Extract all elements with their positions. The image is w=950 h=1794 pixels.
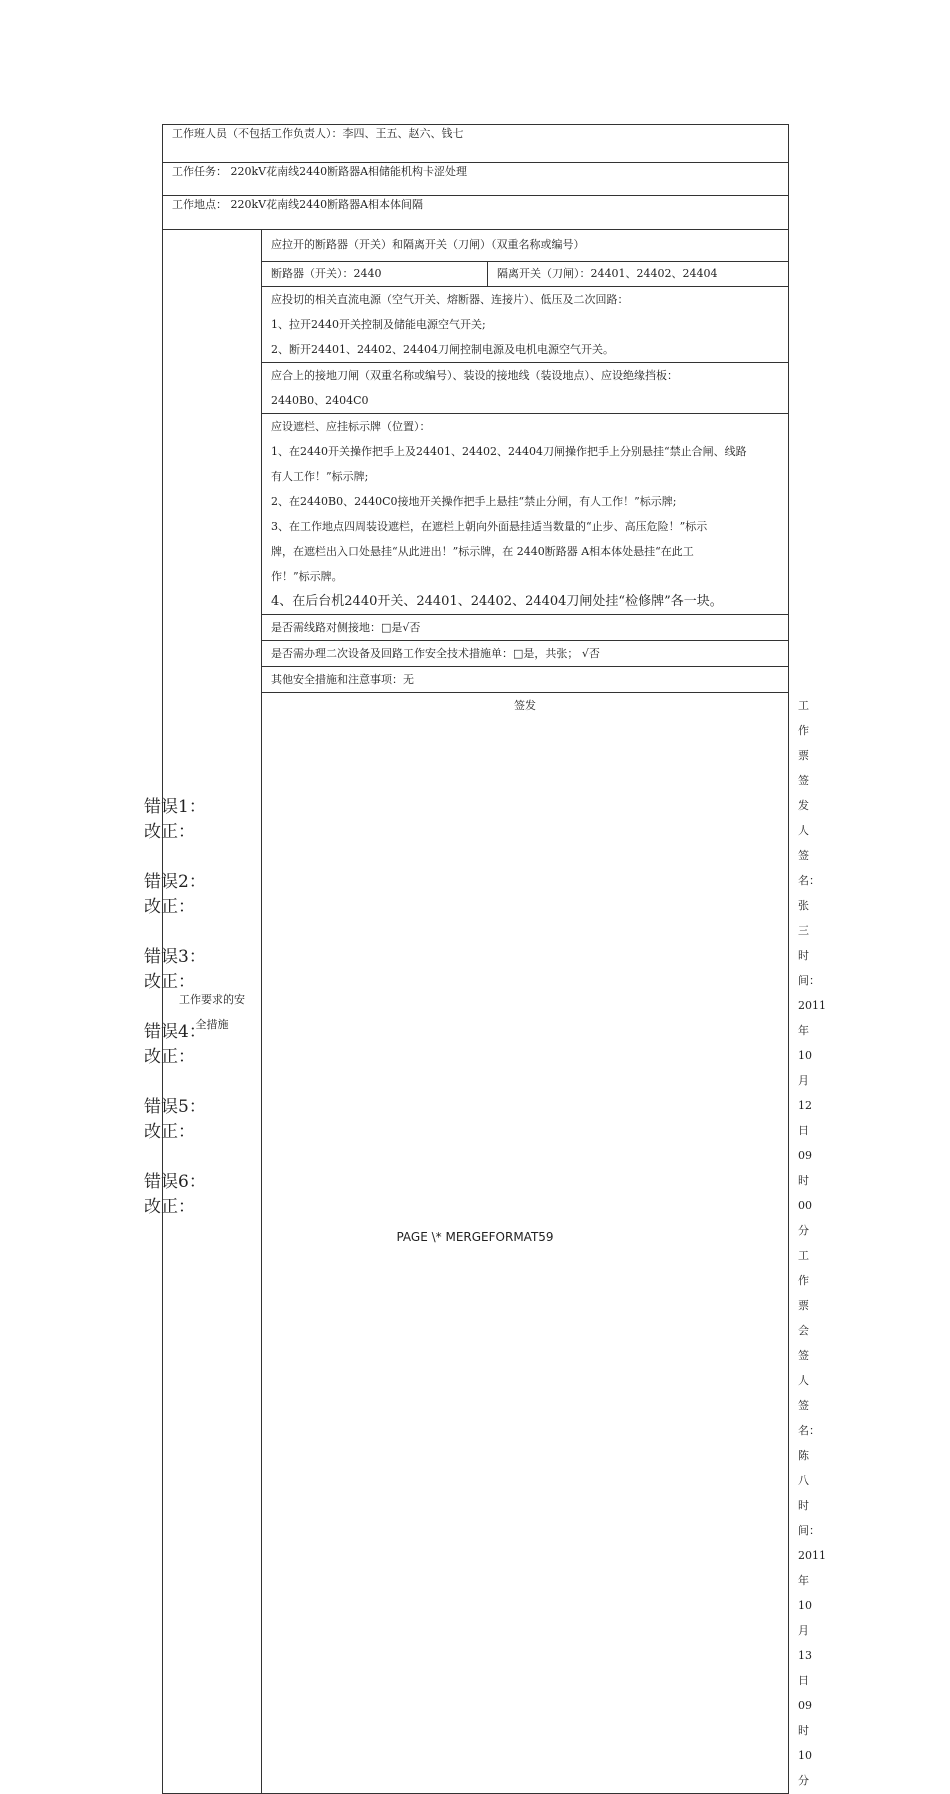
error-label-1: 错误1： — [144, 797, 206, 817]
answer-group-2 — [144, 870, 206, 920]
other-cell: 其他安全措施和注意事项：无 — [262, 667, 789, 693]
work-ticket-table — [162, 124, 826, 1794]
error-label-5: 错误5： — [144, 1097, 206, 1117]
fence-header: 应设遮栏、应挂标示牌（位置）： — [271, 420, 431, 433]
breakers-header-row — [163, 230, 789, 262]
error-label-3: 错误3： — [144, 947, 206, 967]
answer-group-1 — [144, 795, 206, 845]
error-label-2: 错误2： — [144, 872, 206, 892]
location-row — [163, 196, 789, 230]
fence-item-line-2: 有人工作！”标示牌; — [271, 470, 369, 483]
crew-cell: 工作班人员（不包括工作负责人）：李四、王五、赵六、钱七 — [163, 125, 789, 163]
answer-group-4 — [144, 1020, 206, 1070]
answer-section — [144, 795, 206, 1245]
fix-label-4: 改正： — [144, 1047, 195, 1067]
dc-cell — [262, 287, 789, 363]
fix-label-6: 改正： — [144, 1197, 195, 1217]
fix-label-1: 改正： — [144, 822, 195, 842]
page-footer: PAGE \* MERGEFORMAT59 — [396, 1230, 554, 1244]
dc-header: 应投切的相关直流电源（空气开关、熔断器、连接片）、低压及二次回路： — [271, 293, 629, 306]
sign-label: 签发 — [262, 693, 789, 1794]
breaker-value: 断路器（开关）：2440 — [262, 262, 488, 286]
ground-header: 应合上的接地刀闸（双重名称或编号）、装设的接地线（装设地点）、应设绝缘挡板： — [271, 369, 678, 382]
ground-cell — [262, 363, 789, 414]
ground-value: 2440B0、2404C0 — [271, 394, 369, 407]
dc-item-2: 2、断开24401、24402、24404刀闸控制电源及电机电源空气开关。 — [271, 343, 614, 356]
safety-label-line1: 工作要求的安 — [179, 992, 245, 1006]
fence-item-line-1: 1、在2440开关操作把手上及24401、24402、24404刀闸操作把手上分别悬挂“禁止合闸、线路 — [271, 445, 747, 458]
breakers-header: 应拉开的断路器（开关）和隔离开关（刀闸）（双重名称或编号） — [262, 230, 789, 262]
fix-label-5: 改正： — [144, 1122, 195, 1142]
secondary-cell: 是否需办理二次设备及回路工作安全技术措施单：□是，共张； √否 — [262, 641, 789, 667]
sign-row: 签发 工作票签发人签名：张三时间：2011 年 10 月 12日 09 时 00 分 工作票会签人签名：陈八时间：2011 年 10 月 13 日 09 时 10 分 — [163, 693, 789, 1794]
error-label-4: 错误4： — [144, 1022, 206, 1042]
dc-item-1: 1、拉开2440开关控制及储能电源空气开关; — [271, 318, 486, 331]
fence-item-4: 4、在后台机2440开关、24401、24402、24404刀闸处挂“检修牌”各一块。 — [271, 594, 723, 609]
safety-label-line2: 全措施 — [195, 1017, 229, 1031]
location-cell: 工作地点： 220kV花南线2440断路器A相本体间隔 — [163, 196, 789, 230]
breaker-split-cell — [262, 262, 789, 287]
crew-row — [163, 125, 789, 163]
answer-group-6 — [144, 1170, 206, 1220]
isolator-value: 隔离开关（刀闸）：24401、24402、24404 — [497, 267, 718, 280]
task-row — [163, 163, 789, 196]
fence-item-line-4: 3、在工作地点四周装设遮栏，在遮栏上朝向外面悬挂适当数量的“止步、高压危险！”标示 — [271, 520, 708, 533]
answer-group-5 — [144, 1095, 206, 1145]
task-cell: 工作任务： 220kV花南线2440断路器A相储能机构卡涩处理 — [163, 163, 789, 196]
fence-item-line-5: 牌，在遮栏出入口处悬挂“从此进出！”标示牌，在 2440断路器 A相本体处悬挂“在此工 — [271, 545, 694, 558]
answer-group-3 — [144, 945, 206, 995]
fence-cell — [262, 414, 789, 615]
error-label-6: 错误6： — [144, 1172, 206, 1192]
fence-item-line-6: 作！”标示牌。 — [271, 570, 343, 583]
fence-item-line-3: 2、在2440B0、2440C0接地开关操作把手上悬挂“禁止分闸，有人工作！”标示牌; — [271, 495, 677, 508]
fix-label-2: 改正： — [144, 897, 195, 917]
line-ground-cell: 是否需线路对侧接地：□是√否 — [262, 615, 789, 641]
fix-label-3: 改正： — [144, 972, 195, 992]
